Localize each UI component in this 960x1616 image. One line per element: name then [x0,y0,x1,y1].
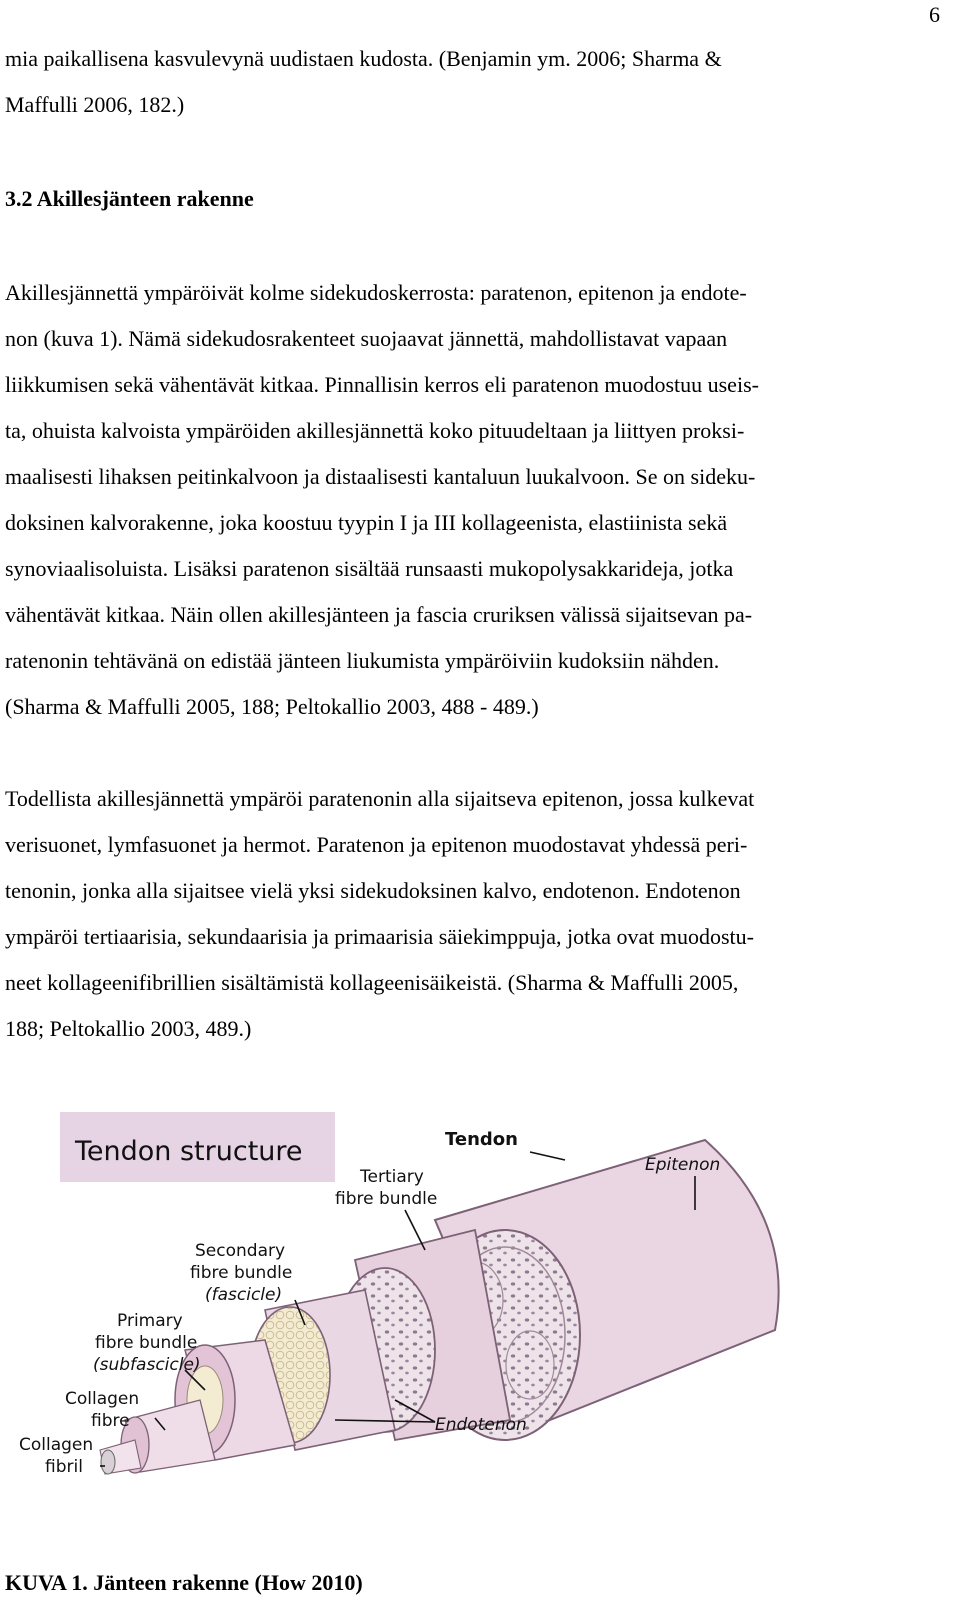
paragraph-line: ratenonin tehtävänä on edistää jänteen liukumista ympäröiviin kudoksiin nähden. [5,648,720,673]
label-primary-1: Primary [117,1311,183,1331]
figure-title: Tendon structure [75,1136,303,1167]
label-endotenon: Endotenon [435,1415,527,1435]
label-collagen-fibril-1: Collagen [19,1435,94,1455]
label-secondary-1: Secondary [195,1241,286,1261]
label-collagen-fibre-1: Collagen [65,1389,140,1409]
figure-caption: KUVA 1. Jänteen rakenne (How 2010) [5,1570,363,1595]
label-primary-2: fibre bundle [95,1333,198,1353]
label-secondary-2: fibre bundle [190,1263,293,1283]
paragraph-line: (Sharma & Maffulli 2005, 188; Peltokallio 2003, 488 - 489.) [5,694,539,719]
label-tertiary-2: fibre bundle [335,1189,438,1209]
paragraph-line: 188; Peltokallio 2003, 489.) [5,1016,252,1041]
label-tendon: Tendon [445,1129,518,1150]
page-number: 6 [929,2,940,27]
label-primary-3: (subfascicle) [93,1355,201,1375]
paragraph-line: neet kollageenifibrillien sisältämistä kollageenisäikeistä. (Sharma & Maffulli 2005, [5,970,739,995]
tendon-diagram [5,1100,805,1540]
label-tertiary-1: Tertiary [360,1167,424,1187]
paragraph-line: verisuonet, lymfasuonet ja hermot. Paratenon ja epitenon muodostavat yhdessä peri- [5,832,748,857]
collagen-fibril [101,1450,115,1474]
paragraph-line: ta, ohuista kalvoista ympäröiden akillesjännettä koko pituudeltaan ja liittyen proksi- [5,418,745,443]
paragraph-line: non (kuva 1). Nämä sidekudosrakenteet suojaavat jännettä, mahdollistavat vapaan [5,326,728,351]
label-collagen-fibre-2: fibre [91,1411,130,1431]
paragraph-line: Todellista akillesjännettä ympäröi paratenonin alla sijaitseva epitenon, jossa kulkevat [5,786,755,811]
paragraph-line: Akillesjännettä ympäröivät kolme sidekudoskerrosta: paratenon, epitenon ja endote- [5,280,747,305]
paragraph-line: maalisesti lihaksen peitinkalvoon ja distaalisesti kantaluun luukalvoon. Se on sideku- [5,464,756,489]
label-secondary-3: (fascicle) [205,1285,283,1305]
paragraph-line: liikkumisen sekä vähentävät kitkaa. Pinnallisin kerros eli paratenon muodostuu useis- [5,372,759,397]
paragraph-line: synoviaalisoluista. Lisäksi paratenon sisältää runsaasti mukopolysakkarideja, jotka [5,556,734,581]
paragraph-line: vähentävät kitkaa. Näin ollen akillesjänteen ja fascia cruriksen välissä sijaitsevan pa- [5,602,753,627]
paragraph-line: Maffulli 2006, 182.) [5,92,185,117]
label-collagen-fibril-2: fibril [45,1457,83,1477]
section-heading: 3.2 Akillesjänteen rakenne [5,186,254,211]
paragraph-line: mia paikallisena kasvulevynä uudistaen kudosta. (Benjamin ym. 2006; Sharma & [5,46,722,71]
paragraph-line: tenonin, jonka alla sijaitsee vielä yksi sidekudoksinen kalvo, endotenon. Endotenon [5,878,741,903]
label-epitenon: Epitenon [645,1155,721,1175]
tendon-structure-figure [5,1100,805,1540]
paragraph-line: ympäröi tertiaarisia, sekundaarisia ja primaarisia säiekimppuja, jotka ovat muodostu- [5,924,754,949]
paragraph-line: doksinen kalvorakenne, joka koostuu tyypin I ja III kollageenista, elastiinista sekä [5,510,728,535]
